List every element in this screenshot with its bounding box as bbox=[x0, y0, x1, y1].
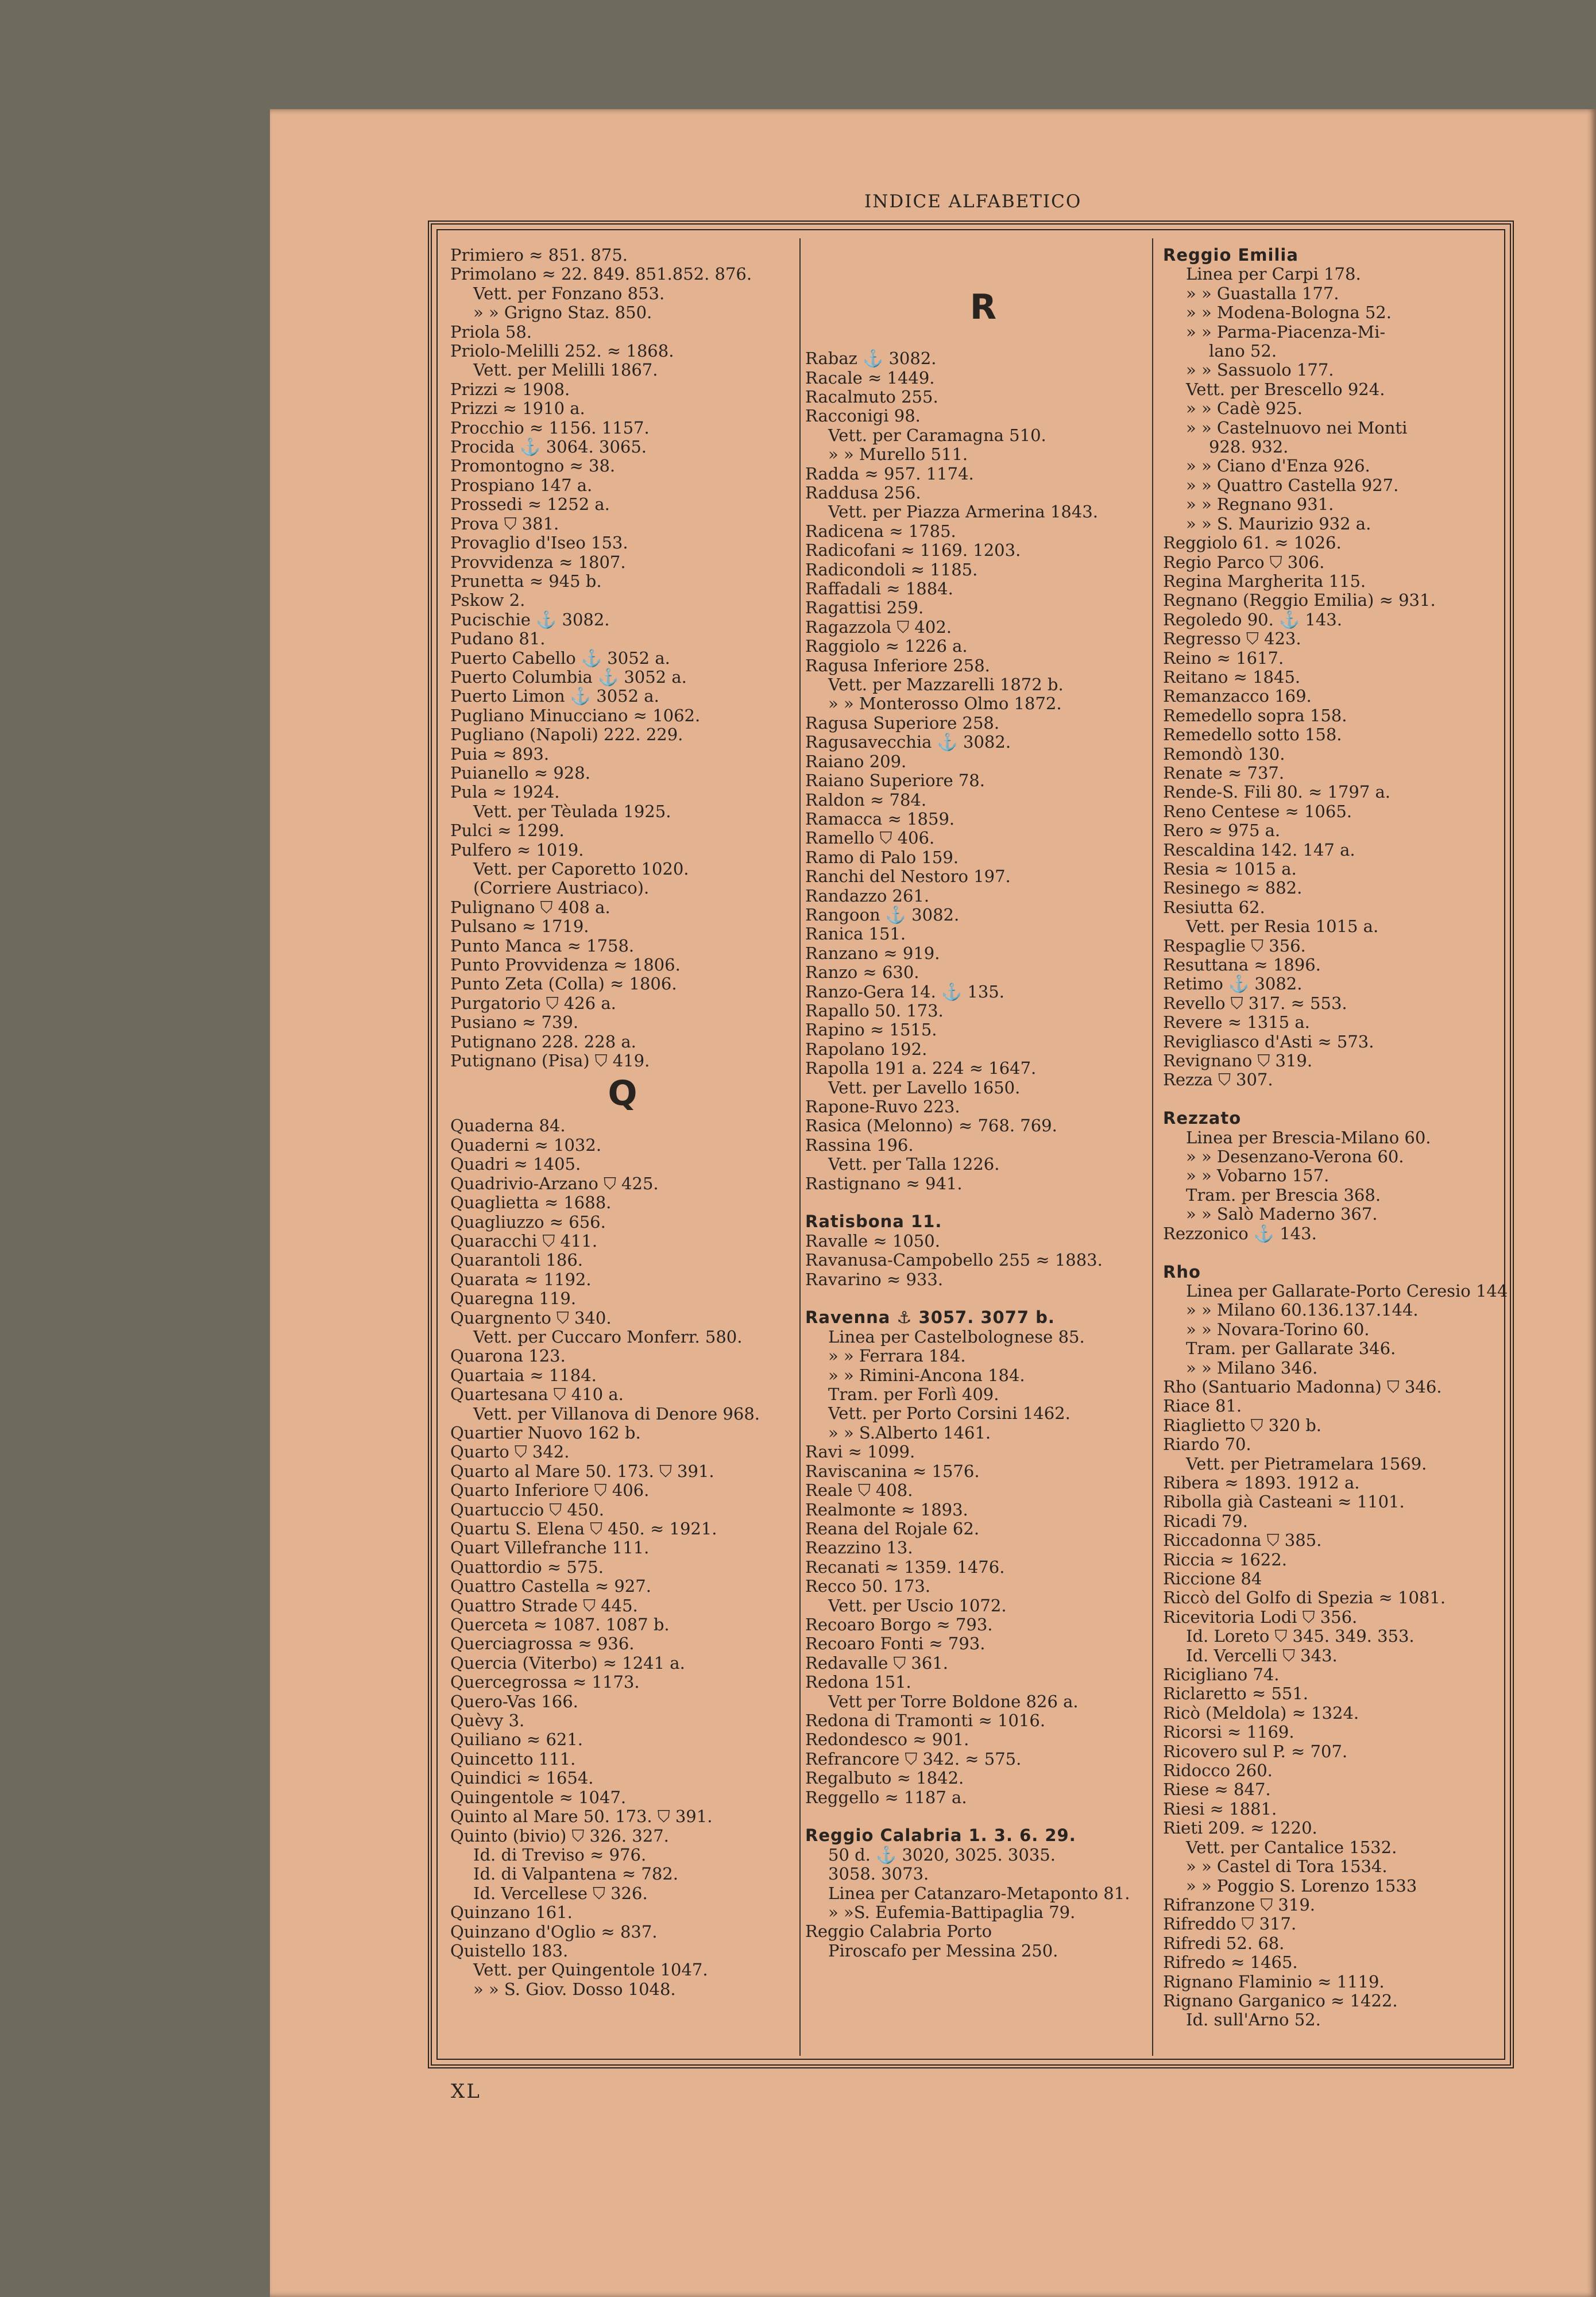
index-entry: Ridocco 260. bbox=[1163, 1761, 1273, 1781]
index-entry: Riardo 70. bbox=[1163, 1434, 1251, 1455]
index-entry: Quarto al Mare 50. 173. ⛉ 391. bbox=[450, 1461, 714, 1481]
index-entry: Recoaro Borgo ≈ 793. bbox=[805, 1614, 993, 1634]
index-entry: Reno Centese ≈ 1065. bbox=[1163, 801, 1352, 821]
index-entry: Ravalle ≈ 1050. bbox=[805, 1231, 940, 1251]
index-entry: Pugliano (Napoli) 222. 229. bbox=[450, 725, 683, 745]
index-entry: Rho (Santuario Madonna) ⛉ 346. bbox=[1163, 1376, 1442, 1397]
index-entry: » » Cadè 925. bbox=[1186, 399, 1303, 419]
index-entry: Reino ≈ 1617. bbox=[1163, 648, 1284, 668]
index-entry: » » Quattro Castella 927. bbox=[1186, 475, 1399, 495]
index-entry: Pudano 81. bbox=[450, 629, 546, 649]
index-entry: Regresso ⛉ 423. bbox=[1163, 629, 1301, 649]
index-entry: Racalmuto 255. bbox=[805, 386, 938, 407]
index-entry: Respaglie ⛉ 356. bbox=[1163, 935, 1306, 956]
index-entry: Quinzano d'Oglio ≈ 837. bbox=[450, 1921, 658, 1942]
index-entry: Ricevitoria Lodi ⛉ 356. bbox=[1163, 1607, 1358, 1627]
index-entry bbox=[805, 1193, 1161, 1212]
index-entry: Procchio ≈ 1156. 1157. bbox=[450, 417, 650, 438]
index-entry: Piroscafo per Messina 250. bbox=[828, 1940, 1058, 1960]
index-entry: Quattro Castella ≈ 927. bbox=[450, 1576, 651, 1596]
index-entry: Prizzi ≈ 1910 a. bbox=[450, 399, 585, 419]
index-entry: Punto Provvidenza ≈ 1806. bbox=[450, 955, 681, 975]
index-entry: Tram. per Gallarate 346. bbox=[1186, 1339, 1396, 1359]
index-entry: Rapino ≈ 1515. bbox=[805, 1020, 937, 1040]
index-entry: Reale ⛉ 408. bbox=[805, 1480, 913, 1501]
index-entry: Radda ≈ 957. 1174. bbox=[805, 463, 974, 484]
index-entry: Rapolano 192. bbox=[805, 1039, 928, 1059]
index-entry: Ravi ≈ 1099. bbox=[805, 1442, 915, 1462]
index-entry: Reggiolo 61. ≈ 1026. bbox=[1163, 533, 1342, 553]
index-entry: Rifredo ≈ 1465. bbox=[1163, 1952, 1298, 1973]
index-entry: » » Salò Maderno 367. bbox=[1186, 1204, 1378, 1224]
index-entry: Vett. per Quingentole 1047. bbox=[473, 1960, 708, 1980]
index-entry: Remedello sopra 158. bbox=[1163, 705, 1347, 725]
index-entry: » » Milano 346. bbox=[1186, 1358, 1318, 1378]
index-entry: Revere ≈ 1315 a. bbox=[1163, 1012, 1310, 1033]
index-entry: Quaglietta ≈ 1688. bbox=[450, 1193, 612, 1213]
index-entry: Ranchi del Nestoro 197. bbox=[805, 867, 1011, 887]
index-entry: Reggio Emilia bbox=[1163, 245, 1299, 265]
index-entry: Quindici ≈ 1654. bbox=[450, 1768, 594, 1788]
index-entry: Remondò 130. bbox=[1163, 744, 1285, 764]
index-entry: Vett. per Caramagna 510. bbox=[828, 425, 1046, 445]
index-entry: Tram. per Forlì 409. bbox=[828, 1385, 999, 1405]
index-entry: Puerto Cabello ⚓ 3052 a. bbox=[450, 648, 670, 668]
index-entry: Promontogno ≈ 38. bbox=[450, 456, 616, 476]
index-entry: Quingentole ≈ 1047. bbox=[450, 1787, 627, 1807]
index-entry: Revigliasco d'Asti ≈ 573. bbox=[1163, 1031, 1374, 1051]
index-entry: Quèvy 3. bbox=[450, 1711, 525, 1731]
index-entry: Ravanusa-Campobello 255 ≈ 1883. bbox=[805, 1250, 1103, 1270]
index-entry: Quercegrossa ≈ 1173. bbox=[450, 1672, 640, 1692]
index-entry: Quart Villefranche 111. bbox=[450, 1538, 650, 1558]
index-entry: Ranzo ≈ 630. bbox=[805, 962, 919, 983]
index-entry: Quattordio ≈ 575. bbox=[450, 1557, 604, 1577]
index-entry: Reitano ≈ 1845. bbox=[1163, 667, 1301, 687]
index-entry: Redona di Tramonti ≈ 1016. bbox=[805, 1710, 1046, 1730]
index-entry: Resinego ≈ 882. bbox=[1163, 878, 1303, 898]
index-entry: Priola 58. bbox=[450, 322, 532, 342]
index-entry bbox=[1163, 1090, 1508, 1109]
index-entry: Ricigliano 74. bbox=[1163, 1665, 1280, 1685]
index-entry: Radicondoli ≈ 1185. bbox=[805, 559, 978, 579]
index-entry: Ricò (Meldola) ≈ 1324. bbox=[1163, 1703, 1359, 1723]
index-entry: Quaracchi ⛉ 411. bbox=[450, 1231, 598, 1251]
index-entry: Quargnento ⛉ 340. bbox=[450, 1308, 612, 1328]
index-entry: Ragazzola ⛉ 402. bbox=[805, 617, 952, 637]
index-entry: Ramello ⛉ 406. bbox=[805, 828, 935, 848]
index-entry: Revignano ⛉ 319. bbox=[1163, 1051, 1313, 1071]
index-entry: Quaderna 84. bbox=[450, 1116, 566, 1136]
index-entry: Prizzi ≈ 1908. bbox=[450, 379, 570, 399]
index-entry: Rifredi 52. 68. bbox=[1163, 1933, 1285, 1953]
index-entry: Pugliano Minucciano ≈ 1062. bbox=[450, 705, 701, 725]
index-entry: » » Castel di Tora 1534. bbox=[1186, 1857, 1388, 1877]
index-entry: Quattro Strade ⛉ 445. bbox=[450, 1595, 638, 1615]
index-entry: Vett. per Fonzano 853. bbox=[473, 283, 665, 303]
index-entry: Remanzacco 169. bbox=[1163, 686, 1312, 706]
index-entry: Vett. per Resia 1015 a. bbox=[1186, 917, 1379, 937]
index-entry: Ricorsi ≈ 1169. bbox=[1163, 1722, 1294, 1742]
index-entry: Quero-Vas 166. bbox=[450, 1691, 578, 1711]
index-entry: Resiutta 62. bbox=[1163, 897, 1265, 917]
index-entry: Renate ≈ 737. bbox=[1163, 763, 1285, 783]
index-entry: Rasica (Melonno) ≈ 768. 769. bbox=[805, 1116, 1057, 1136]
index-entry: Id. sull'Arno 52. bbox=[1186, 2010, 1321, 2030]
index-entry: Purgatorio ⛉ 426 a. bbox=[450, 993, 616, 1013]
index-entry: Quartaia ≈ 1184. bbox=[450, 1365, 597, 1385]
index-column-2 bbox=[805, 246, 1161, 1960]
index-entry: Redona 151. bbox=[805, 1672, 911, 1692]
index-entry: » » S.Alberto 1461. bbox=[828, 1422, 991, 1443]
index-entry: Resuttana ≈ 1896. bbox=[1163, 955, 1321, 975]
index-entry: Prunetta ≈ 945 b. bbox=[450, 571, 602, 591]
index-entry: Quaderni ≈ 1032. bbox=[450, 1135, 602, 1155]
index-entry: » » Milano 60.136.137.144. bbox=[1186, 1300, 1419, 1320]
index-entry: » » Sassuolo 177. bbox=[1186, 360, 1334, 380]
index-entry: Raggiolo ≈ 1226 a. bbox=[805, 636, 968, 656]
index-entry: » » Rimini-Ancona 184. bbox=[828, 1365, 1025, 1385]
index-entry: Revello ⛉ 317. ≈ 553. bbox=[1163, 993, 1347, 1013]
index-entry: Raiano Superiore 78. bbox=[805, 771, 985, 791]
index-entry: Id. Vercellese ⛉ 326. bbox=[473, 1883, 648, 1903]
index-entry: Prossedi ≈ 1252 a. bbox=[450, 494, 610, 515]
index-entry: Priolo-Melilli 252. ≈ 1868. bbox=[450, 341, 674, 361]
index-entry: Rezzonico ⚓ 143. bbox=[1163, 1223, 1317, 1243]
index-entry: » » Murello 511. bbox=[828, 444, 968, 465]
index-entry: Recoaro Fonti ≈ 793. bbox=[805, 1634, 986, 1654]
index-entry: Reggio Calabria Porto bbox=[805, 1921, 992, 1942]
index-entry: Quinzano 161. bbox=[450, 1902, 573, 1923]
index-entry: Regoledo 90. ⚓ 143. bbox=[1163, 609, 1342, 629]
index-entry bbox=[1163, 1243, 1508, 1262]
index-entry: Ribolla già Casteani ≈ 1101. bbox=[1163, 1492, 1405, 1512]
index-entry: Pulfero ≈ 1019. bbox=[450, 840, 584, 860]
index-entry: Vett. per Caporetto 1020. bbox=[473, 859, 689, 879]
index-entry: Ranica 151. bbox=[805, 924, 906, 944]
index-entry: Rezzato bbox=[1163, 1108, 1242, 1128]
index-entry: » » Modena-Bologna 52. bbox=[1186, 303, 1392, 323]
index-entry: Reana del Rojale 62. bbox=[805, 1518, 980, 1538]
index-entry: Quarona 123. bbox=[450, 1346, 566, 1366]
index-entry: » » Castelnuovo nei Monti bbox=[1186, 417, 1408, 438]
index-entry bbox=[805, 265, 1161, 284]
index-entry: Vett. per Lavello 1650. bbox=[828, 1077, 1021, 1097]
index-entry: Ragusavecchia ⚓ 3082. bbox=[805, 732, 1011, 752]
index-entry: Rapallo 50. 173. bbox=[805, 1000, 944, 1020]
index-entry: » » Novara-Torino 60. bbox=[1186, 1319, 1370, 1339]
index-entry: Reggio Calabria 1. 3. 6. 29. bbox=[805, 1826, 1076, 1846]
index-entry: Pucischie ⚓ 3082. bbox=[450, 609, 610, 629]
index-entry bbox=[805, 1807, 1161, 1826]
index-entry: Quarto ⛉ 342. bbox=[450, 1442, 570, 1462]
index-entry: Vett. per Melilli 1867. bbox=[473, 360, 658, 380]
index-entry: Punto Zeta (Colla) ≈ 1806. bbox=[450, 974, 677, 994]
index-entry: » » Desenzano-Verona 60. bbox=[1186, 1147, 1404, 1167]
index-entry: Regio Parco ⛉ 306. bbox=[1163, 552, 1325, 572]
index-entry: » » Parma-Piacenza-Mi- bbox=[1186, 322, 1386, 342]
index-entry: » » Ciano d'Enza 926. bbox=[1186, 456, 1370, 476]
index-entry: Riace 81. bbox=[1163, 1396, 1242, 1416]
index-entry: Ricadi 79. bbox=[1163, 1511, 1248, 1531]
index-entry: Id. Loreto ⛉ 345. 349. 353. bbox=[1186, 1626, 1415, 1646]
index-entry: Reggello ≈ 1187 a. bbox=[805, 1787, 967, 1807]
index-entry: Linea per Carpi 178. bbox=[1186, 264, 1361, 284]
index-entry: Refrancore ⛉ 342. ≈ 575. bbox=[805, 1749, 1022, 1769]
index-entry: Puianello ≈ 928. bbox=[450, 763, 590, 783]
index-entry: Riccione 84 bbox=[1163, 1569, 1262, 1588]
index-entry: Riese ≈ 847. bbox=[1163, 1780, 1271, 1800]
column-divider-1 bbox=[799, 238, 801, 2056]
index-entry: Provvidenza ≈ 1807. bbox=[450, 552, 626, 572]
index-entry: Rho bbox=[1163, 1262, 1201, 1282]
index-entry: Rangoon ⚓ 3082. bbox=[805, 904, 960, 925]
index-entry: Rapolla 191 a. 224 ≈ 1647. bbox=[805, 1058, 1037, 1078]
index-entry: Riccia ≈ 1622. bbox=[1163, 1549, 1287, 1569]
index-entry: Prospiano 147 a. bbox=[450, 475, 593, 495]
index-entry: Quaregna 119. bbox=[450, 1289, 577, 1309]
index-entry: Linea per Catanzaro-Metaponto 81. bbox=[828, 1883, 1130, 1903]
index-entry: Rero ≈ 975 a. bbox=[1163, 821, 1281, 841]
index-entry: Linea per Gallarate-Porto Ceresio 144 bbox=[1186, 1281, 1508, 1301]
index-entry: Quinto (bivio) ⛉ 326. 327. bbox=[450, 1826, 669, 1846]
index-entry: Quiliano ≈ 621. bbox=[450, 1730, 583, 1750]
index-entry: Vett. per Uscio 1072. bbox=[828, 1595, 1007, 1615]
index-entry: Vett. per Mazzarelli 1872 b. bbox=[828, 675, 1064, 695]
index-entry bbox=[805, 1289, 1161, 1308]
index-entry: Putignano 228. 228 a. bbox=[450, 1031, 636, 1051]
index-entry: Vett. per Cuccaro Monferr. 580. bbox=[473, 1327, 743, 1347]
index-entry: Vett. per Pietramelara 1569. bbox=[1186, 1453, 1427, 1474]
index-entry: Pskow 2. bbox=[450, 590, 525, 610]
index-entry: » » Poggio S. Lorenzo 1533 bbox=[1186, 1876, 1417, 1896]
index-entry: Racconigi 98. bbox=[805, 406, 921, 426]
index-entry: Recanati ≈ 1359. 1476. bbox=[805, 1557, 1005, 1577]
index-entry: Quartuccio ⛉ 450. bbox=[450, 1499, 604, 1519]
index-entry: Raldon ≈ 784. bbox=[805, 790, 927, 810]
index-entry: Rignano Flaminio ≈ 1119. bbox=[1163, 1971, 1385, 1991]
index-entry: Retimo ⚓ 3082. bbox=[1163, 974, 1303, 994]
index-entry: Redavalle ⛉ 361. bbox=[805, 1653, 948, 1673]
index-entry: Recco 50. 173. bbox=[805, 1576, 931, 1596]
index-entry: Redondesco ≈ 901. bbox=[805, 1730, 969, 1750]
index-entry: Rescaldina 142. 147 a. bbox=[1163, 840, 1355, 860]
index-entry: Ragusa Inferiore 258. bbox=[805, 655, 990, 675]
index-entry: Pulci ≈ 1299. bbox=[450, 821, 565, 841]
index-entry: Ragattisi 259. bbox=[805, 598, 924, 618]
index-entry: Reazzino 13. bbox=[805, 1538, 913, 1558]
index-entry: Riccò del Golfo di Spezia ≈ 1081. bbox=[1163, 1588, 1446, 1608]
index-entry: Riaglietto ⛉ 320 b. bbox=[1163, 1415, 1321, 1435]
index-entry: (Corriere Austriaco). bbox=[473, 878, 650, 898]
index-entry: Ratisbona 11. bbox=[805, 1212, 942, 1232]
index-entry: Regnano (Reggio Emilia) ≈ 931. bbox=[1163, 590, 1436, 610]
index-entry: Radicena ≈ 1785. bbox=[805, 521, 956, 541]
index-entry: » » Monterosso Olmo 1872. bbox=[828, 694, 1062, 714]
index-entry: Procida ⚓ 3064. 3065. bbox=[450, 437, 647, 457]
index-entry: Ramo di Palo 159. bbox=[805, 847, 959, 867]
index-entry: Linea per Castelbolognese 85. bbox=[828, 1327, 1085, 1347]
index-entry: Q bbox=[608, 1073, 637, 1114]
index-entry: Punto Manca ≈ 1758. bbox=[450, 935, 635, 956]
index-entry: Ribera ≈ 1893. 1912 a. bbox=[1163, 1472, 1360, 1492]
index-entry: Riesi ≈ 1881. bbox=[1163, 1799, 1277, 1819]
index-entry: Ranzano ≈ 919. bbox=[805, 943, 940, 963]
index-entry: Ricovero sul P. ≈ 707. bbox=[1163, 1741, 1348, 1761]
index-entry: Pusiano ≈ 739. bbox=[450, 1012, 579, 1033]
index-entry: Rende-S. Fili 80. ≈ 1797 a. bbox=[1163, 782, 1391, 802]
index-entry: Quadri ≈ 1405. bbox=[450, 1154, 581, 1174]
index-entry: Rastignano ≈ 941. bbox=[805, 1173, 963, 1193]
index-entry: » » Guastalla 177. bbox=[1186, 283, 1339, 303]
index-entry: Rifreddo ⛉ 317. bbox=[1163, 1914, 1297, 1934]
index-entry: Raviscanina ≈ 1576. bbox=[805, 1461, 980, 1481]
index-entry: Ramacca ≈ 1859. bbox=[805, 809, 955, 829]
index-entry: Puerto Columbia ⚓ 3052 a. bbox=[450, 667, 687, 687]
index-entry: Pulignano ⛉ 408 a. bbox=[450, 897, 610, 917]
index-entry: Querceta ≈ 1087. 1087 b. bbox=[450, 1615, 670, 1635]
index-entry: Quarantoli 186. bbox=[450, 1250, 583, 1270]
index-entry: Primiero ≈ 851. 875. bbox=[450, 245, 628, 265]
index-entry: Rassina 196. bbox=[805, 1135, 914, 1155]
index-entry: Rignano Garganico ≈ 1422. bbox=[1163, 1990, 1398, 2010]
index-entry: Vett. per Talla 1226. bbox=[828, 1154, 1000, 1174]
index-entry: Raddusa 256. bbox=[805, 483, 921, 503]
index-entry: Vett. per Cantalice 1532. bbox=[1186, 1837, 1397, 1857]
index-entry: Id. di Treviso ≈ 976. bbox=[473, 1844, 647, 1865]
index-entry: Pulsano ≈ 1719. bbox=[450, 917, 589, 937]
index-entry: Id. di Valpantena ≈ 782. bbox=[473, 1864, 678, 1884]
index-entry: Linea per Brescia-Milano 60. bbox=[1186, 1127, 1431, 1147]
page-number: XL bbox=[451, 2080, 481, 2103]
index-entry: Rieti 209. ≈ 1220. bbox=[1163, 1818, 1317, 1838]
index-entry: Vett. per Piazza Armerina 1843. bbox=[828, 502, 1098, 522]
index-entry: Randazzo 261. bbox=[805, 885, 930, 906]
index-entry: Quinto al Mare 50. 173. ⛉ 391. bbox=[450, 1807, 713, 1827]
index-entry: Putignano (Pisa) ⛉ 419. bbox=[450, 1051, 650, 1071]
index-entry: R bbox=[969, 287, 997, 327]
index-entry: Quarto Inferiore ⛉ 406. bbox=[450, 1480, 650, 1501]
index-entry: lano 52. bbox=[1209, 341, 1277, 361]
index-column-1 bbox=[450, 246, 795, 1999]
index-entry: Quincetto 111. bbox=[450, 1749, 576, 1769]
index-entry: Tram. per Brescia 368. bbox=[1186, 1185, 1381, 1205]
index-entry: Riccadonna ⛉ 385. bbox=[1163, 1530, 1322, 1550]
index-entry: Primolano ≈ 22. 849. 851.852. 876. bbox=[450, 264, 752, 284]
index-entry: Ravenna ⚓ 3057. 3077 b. bbox=[805, 1308, 1055, 1328]
index-entry: Ravarino ≈ 933. bbox=[805, 1269, 944, 1289]
index-entry: Quartesana ⛉ 410 a. bbox=[450, 1385, 624, 1405]
index-entry bbox=[805, 330, 1161, 349]
index-entry: Quagliuzzo ≈ 656. bbox=[450, 1212, 606, 1232]
index-entry: Realmonte ≈ 1893. bbox=[805, 1499, 968, 1519]
index-entry: » » Regnano 931. bbox=[1186, 494, 1334, 515]
index-entry: Querciagrossa ≈ 936. bbox=[450, 1634, 635, 1654]
index-entry: Quartier Nuovo 162 b. bbox=[450, 1422, 641, 1443]
index-entry: Vett per Torre Boldone 826 a. bbox=[828, 1691, 1079, 1711]
index-entry: Quercia (Viterbo) ≈ 1241 a. bbox=[450, 1653, 685, 1673]
index-entry: » » Ferrara 184. bbox=[828, 1346, 966, 1366]
index-entry: Rabaz ⚓ 3082. bbox=[805, 349, 937, 369]
index-entry: Vett. per Villanova di Denore 968. bbox=[473, 1403, 760, 1424]
index-entry: Quadrivio-Arzano ⛉ 425. bbox=[450, 1173, 659, 1193]
index-column-3 bbox=[1163, 246, 1508, 2030]
index-entry bbox=[805, 246, 1161, 265]
index-entry: Resia ≈ 1015 a. bbox=[1163, 859, 1297, 879]
index-entry: 3058. 3073. bbox=[828, 1864, 929, 1884]
index-entry: Puia ≈ 893. bbox=[450, 744, 550, 764]
index-entry: 50 d. ⚓ 3020, 3025. 3035. bbox=[828, 1844, 1056, 1865]
index-entry: Raiano 209. bbox=[805, 751, 907, 771]
index-entry: Regalbuto ≈ 1842. bbox=[805, 1768, 964, 1788]
index-entry: Riclaretto ≈ 551. bbox=[1163, 1684, 1309, 1704]
index-entry: Rifranzone ⛉ 319. bbox=[1163, 1894, 1316, 1915]
index-entry: Provaglio d'Iseo 153. bbox=[450, 533, 628, 553]
index-entry: » » S. Maurizio 932 a. bbox=[1186, 513, 1371, 533]
index-entry: Vett. per Porto Corsini 1462. bbox=[828, 1403, 1071, 1424]
index-entry: Quistello 183. bbox=[450, 1940, 569, 1960]
index-entry: Ragusa Superiore 258. bbox=[805, 713, 1000, 733]
index-entry: Vett. per Brescello 924. bbox=[1186, 379, 1385, 399]
index-entry: Racale ≈ 1449. bbox=[805, 368, 935, 388]
index-entry: Prova ⛉ 381. bbox=[450, 513, 559, 533]
index-entry: Remedello sotto 158. bbox=[1163, 725, 1342, 745]
index-entry: Radicofani ≈ 1169. 1203. bbox=[805, 540, 1021, 560]
index-entry: Ranzo-Gera 14. ⚓ 135. bbox=[805, 981, 1004, 1001]
page-header: INDICE ALFABETICO bbox=[864, 191, 1082, 212]
index-entry: Puerto Limon ⚓ 3052 a. bbox=[450, 686, 659, 706]
index-entry: Quarata ≈ 1192. bbox=[450, 1269, 592, 1289]
index-entry: 928. 932. bbox=[1209, 437, 1289, 457]
index-entry: Id. Vercelli ⛉ 343. bbox=[1186, 1645, 1338, 1665]
index-entry: Rapone-Ruvo 223. bbox=[805, 1097, 960, 1117]
index-entry: » » Grigno Staz. 850. bbox=[473, 303, 652, 323]
index-entry: Rezza ⛉ 307. bbox=[1163, 1070, 1273, 1090]
index-entry: » » S. Giov. Dosso 1048. bbox=[473, 1979, 676, 1999]
index-entry: » »S. Eufemia-Battipaglia 79. bbox=[828, 1902, 1076, 1923]
index-entry: Pula ≈ 1924. bbox=[450, 782, 560, 802]
index-entry: » » Vobarno 157. bbox=[1186, 1166, 1330, 1186]
index-entry: Vett. per Tèulada 1925. bbox=[473, 801, 671, 821]
index-entry: Quartu S. Elena ⛉ 450. ≈ 1921. bbox=[450, 1519, 717, 1538]
index-entry: Raffadali ≈ 1884. bbox=[805, 579, 953, 599]
index-entry: Regina Margherita 115. bbox=[1163, 571, 1366, 591]
